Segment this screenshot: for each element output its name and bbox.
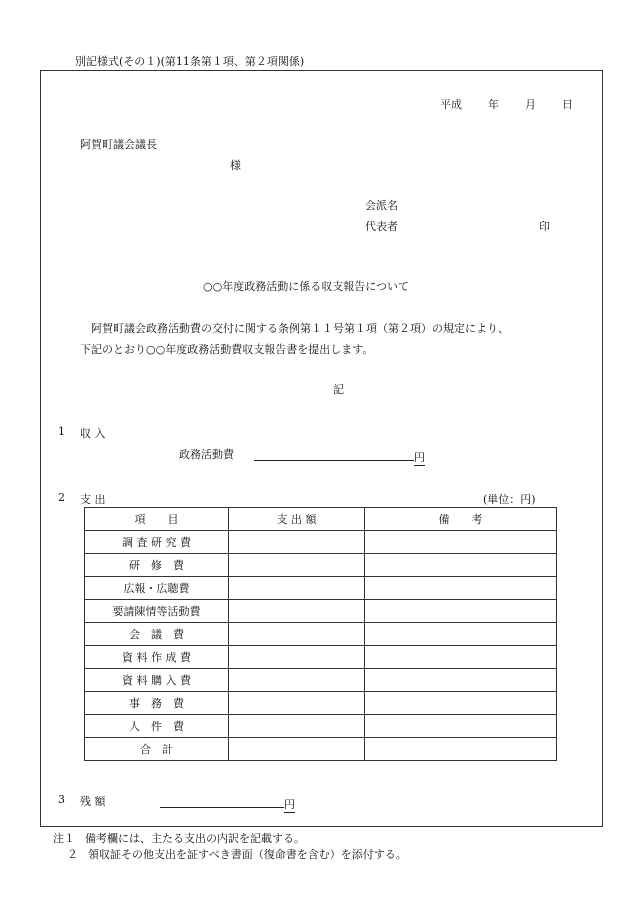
remarks-cell[interactable]	[365, 646, 557, 669]
date-day: 日	[562, 98, 573, 111]
column-header-amount: 支 出 額	[229, 508, 365, 531]
income-heading: 収 入	[80, 427, 106, 440]
amount-cell[interactable]	[229, 669, 365, 692]
body-line-1: 阿賀町議会政務活動費の交付に関する条例第１１号第１項（第２項）の規定により、	[91, 322, 509, 335]
amount-cell[interactable]	[229, 600, 365, 623]
expense-table	[84, 507, 557, 761]
column-header-item: 項 目	[85, 508, 229, 531]
row-label: 広報・広聴費	[85, 577, 229, 600]
row-label: 要請陳情等活動費	[85, 600, 229, 623]
table-row	[85, 715, 557, 738]
table-row	[85, 577, 557, 600]
total-label: 合 計	[85, 738, 229, 761]
row-label: 事 務 費	[85, 692, 229, 715]
expense-number: 2	[58, 491, 65, 504]
group-name-label: 会派名	[365, 199, 398, 212]
income-amount-field[interactable]	[254, 446, 425, 466]
addressee-honorific: 様	[230, 159, 241, 172]
note-1-label: 注１	[53, 832, 75, 845]
total-remarks-cell[interactable]	[365, 738, 557, 761]
date-era: 平成	[440, 98, 462, 111]
balance-unit: 円	[284, 798, 295, 811]
row-label: 研 修 費	[85, 554, 229, 577]
remarks-cell[interactable]	[365, 554, 557, 577]
amount-cell[interactable]	[229, 531, 365, 554]
table-row	[85, 669, 557, 692]
table-row	[85, 600, 557, 623]
row-label: 人 件 費	[85, 715, 229, 738]
expense-unit-note: (単位：円)	[483, 493, 536, 506]
note-2-text: 領収証その他支出を証すべき書面（復命書を含む）を添付する。	[88, 848, 407, 861]
income-unit: 円	[414, 451, 425, 464]
date-year: 年	[488, 98, 499, 111]
table-header-row	[85, 508, 557, 531]
row-label: 資 料 作 成 費	[85, 646, 229, 669]
table-row	[85, 623, 557, 646]
ki-mark: 記	[333, 383, 344, 396]
note-1	[53, 830, 305, 846]
column-header-remarks: 備 考	[365, 508, 557, 531]
table-row	[85, 531, 557, 554]
expense-heading: 支 出	[80, 493, 106, 506]
amount-cell[interactable]	[229, 554, 365, 577]
amount-cell[interactable]	[229, 715, 365, 738]
document-title: ○○年度政務活動に係る収支報告について	[203, 280, 409, 293]
representative-label: 代表者	[365, 220, 398, 233]
seal-mark: 印	[539, 220, 550, 233]
row-label: 資 料 購 入 費	[85, 669, 229, 692]
remarks-cell[interactable]	[365, 623, 557, 646]
remarks-cell[interactable]	[365, 577, 557, 600]
table-total-row	[85, 738, 557, 761]
remarks-cell[interactable]	[365, 531, 557, 554]
table-row	[85, 646, 557, 669]
remarks-cell[interactable]	[365, 715, 557, 738]
amount-cell[interactable]	[229, 692, 365, 715]
form-header-note: 別記様式(その１)(第11条第１項、第２項関係)	[75, 55, 305, 68]
date-month: 月	[525, 98, 536, 111]
note-2-label: ２	[67, 848, 78, 861]
table-row	[85, 692, 557, 715]
remarks-cell[interactable]	[365, 692, 557, 715]
income-number: 1	[58, 425, 65, 438]
amount-cell[interactable]	[229, 577, 365, 600]
balance-amount-field[interactable]	[160, 793, 295, 813]
remarks-cell[interactable]	[365, 669, 557, 692]
note-2	[67, 846, 407, 862]
body-line-2: 下記のとおり○○年度政務活動費収支報告書を提出します。	[80, 343, 374, 356]
row-label: 会 議 費	[85, 623, 229, 646]
income-label: 政務活動費	[179, 448, 234, 461]
row-label: 調 査 研 究 費	[85, 531, 229, 554]
total-amount-cell[interactable]	[229, 738, 365, 761]
addressee-name: 阿賀町議会議長	[80, 138, 157, 151]
note-1-text: 備考欄には、主たる支出の内訳を記載する。	[85, 832, 305, 845]
remarks-cell[interactable]	[365, 600, 557, 623]
amount-cell[interactable]	[229, 646, 365, 669]
balance-heading: 残 額	[80, 795, 106, 808]
table-row	[85, 554, 557, 577]
amount-cell[interactable]	[229, 623, 365, 646]
date-line	[440, 96, 573, 112]
balance-number: 3	[58, 793, 65, 806]
